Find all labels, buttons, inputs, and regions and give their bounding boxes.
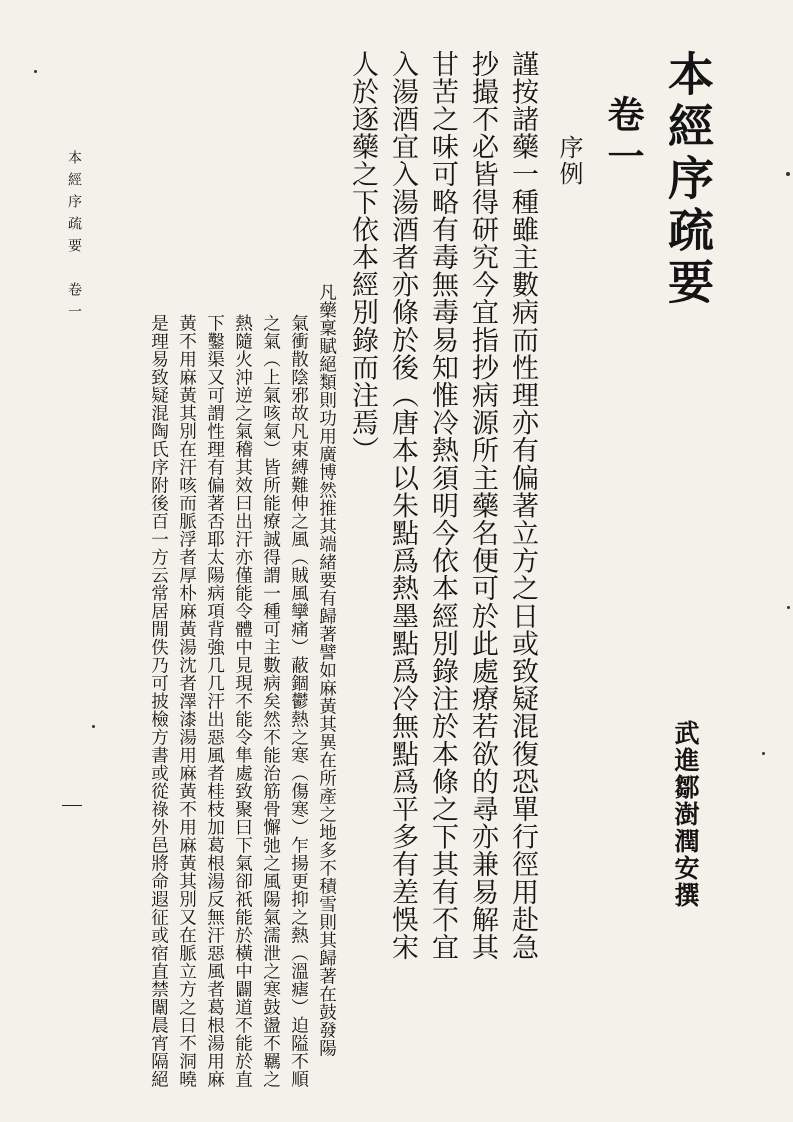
- commentary-column: 凡藥稟賦絕類則功用廣博然推其端緒要有歸著譬如麻黃其異在所產之地多不積雪則其歸著在鼓發陽: [316, 283, 337, 1057]
- scan-speck: [787, 606, 790, 609]
- page-number: [62, 805, 82, 825]
- scan-speck: [92, 725, 95, 728]
- volume-heading: 卷一: [601, 95, 645, 179]
- main-text-column: 謹按諸藥一種雖主數病而性理亦有偏著立方之日或致疑混復恐單行徑用赴急: [507, 50, 538, 961]
- scan-speck: [34, 70, 37, 73]
- commentary-column: 之氣（上氣咳氣）皆所能療誠得謂一種可主數病矣然不能治筋骨懈弛之風陽氣濡泄之寒鼓盪不羈之: [260, 314, 281, 1088]
- main-text-column: 抄撮不必皆得研究今宜指抄病源所主藥名便可於此處療若欲的尋亦兼易解其: [467, 50, 498, 961]
- commentary-column: 氣衝散陰邪故凡束縛難伸之風（賊風攣痛）蔽錮鬱熱之寒（傷寒）乍揚更抑之熱（溫瘧）迫隘不順: [288, 314, 309, 1088]
- commentary-column: 是理易致疑混陶氏序附後百一方云常居閒佚乃可披檢方書或從祿外邑將命遐征或宿直禁闈晨宵隔絕: [148, 314, 169, 1088]
- commentary-column: 熱隨火沖逆之氣稽其效曰出汗亦僅能令體中見現不能令隼處致聚曰下氣卻祇能於橫中闢道不能於直: [232, 314, 253, 1088]
- scan-speck: [762, 752, 765, 755]
- scan-speck: [786, 172, 790, 176]
- author-credit: 武進鄒澍潤安撰: [671, 720, 700, 909]
- main-text-column: 入湯酒宜入湯酒者亦條於後（唐本以朱點爲熱墨點爲冷無點爲平多有差悞宋: [387, 50, 418, 961]
- commentary-column: 黃不用麻黃其別在汗咳而脈浮者厚朴麻黃湯沈者澤漆湯用麻黃不用麻黃其別又在脈立方之日不洞曉: [176, 314, 197, 1088]
- book-title: 本經序疏要: [661, 50, 715, 310]
- section-heading: 序例: [555, 135, 583, 187]
- margin-running-head: 本經序疏要 卷一: [66, 150, 82, 326]
- commentary-column: 下鑿渠又可謂性理有偏著否耶太陽病項背強几几汗出惡風者桂枝加葛根湯反無汗惡風者葛根湯用麻: [204, 314, 225, 1088]
- main-text-column: 人於逐藥之下依本經別錄而注焉）: [347, 50, 378, 464]
- main-text-column: 甘苦之味可略有毒無毒易知惟冷熱須明今依本經別錄注於本條之下其有不宜: [427, 50, 458, 961]
